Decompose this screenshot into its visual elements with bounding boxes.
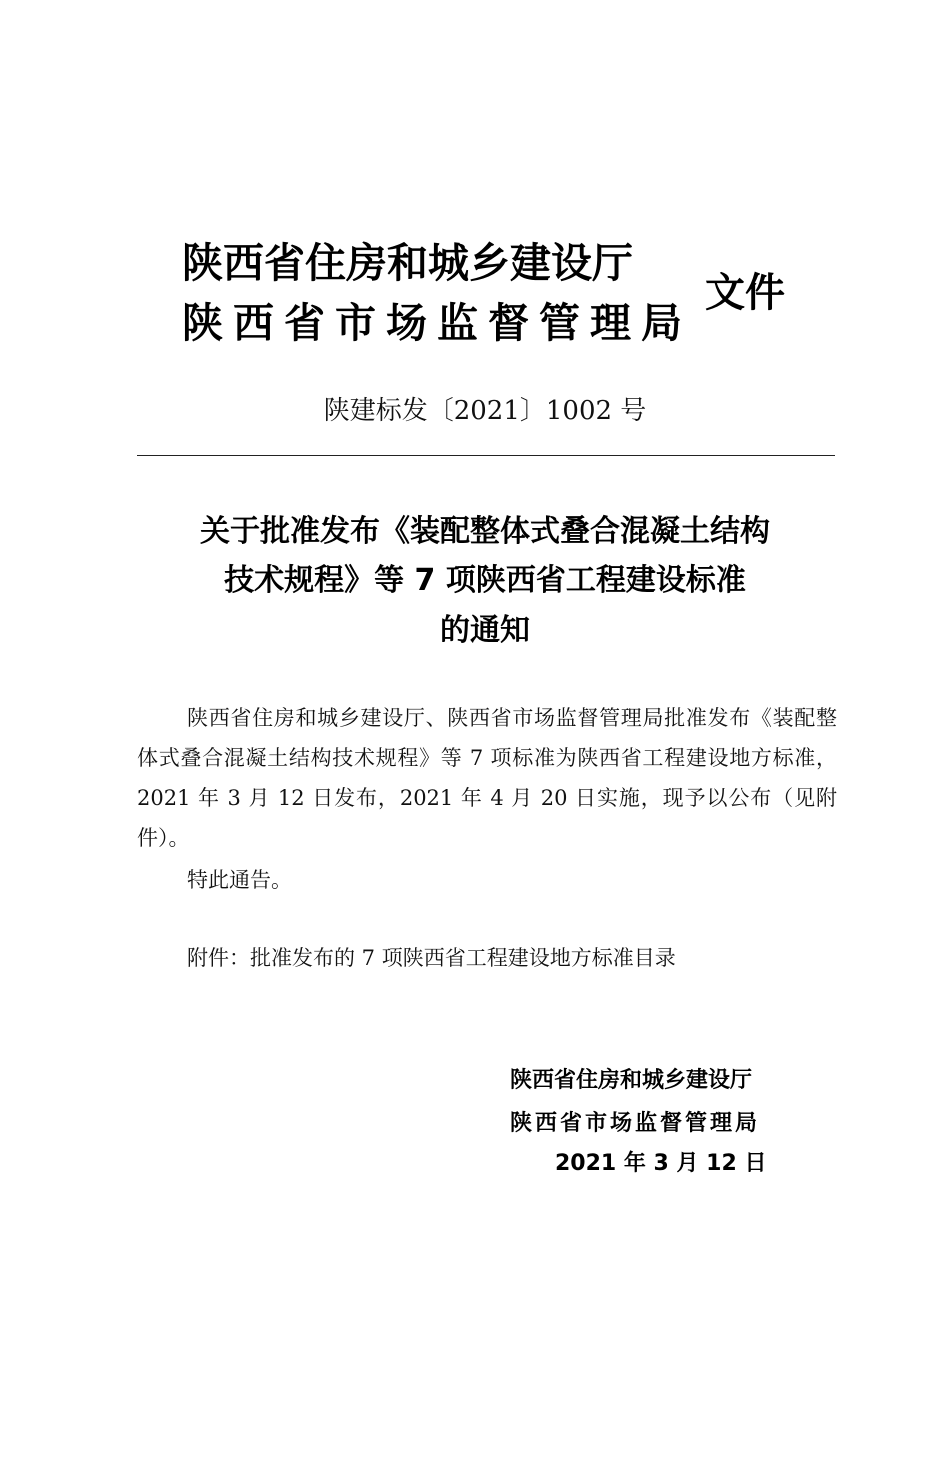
title-line-3: 的通知: [440, 613, 530, 648]
header-divider: [137, 455, 835, 456]
signature-org-1: 陕西省住房和城乡建设厅: [510, 1068, 753, 1093]
title-line-1: 关于批准发布《装配整体式叠合混凝土结构: [200, 514, 770, 549]
body-paragraph: 陕西省住房和城乡建设厅、陕西省市场监督管理局批准发布《装配整体式叠合混凝土结构技术规程》等 7 项标准为陕西省工程建设地方标准，2021 年 3 月 12 日发布，2021 年 4 月 20 日实施，现予以公布（见附件）。: [137, 706, 837, 850]
document-label: 文件: [705, 270, 785, 316]
title-line-2: 技术规程》等 7 项陕西省工程建设标准: [224, 563, 746, 598]
closing-statement: 特此通告。: [187, 868, 292, 892]
signature-date: 2021 年 3 月 12 日: [555, 1151, 767, 1176]
issuer-housing-department: 陕西省住房和城乡建设厅: [182, 239, 633, 287]
issuer-market-supervision-bureau: 陕西省市场监督管理局: [182, 299, 692, 347]
document-number: 陕建标发〔2021〕1002 号: [323, 396, 647, 426]
signature-org-2: 陕西省市场监督管理局: [510, 1111, 761, 1136]
attachment-note: 附件：批准发布的 7 项陕西省工程建设地方标准目录: [187, 946, 676, 970]
